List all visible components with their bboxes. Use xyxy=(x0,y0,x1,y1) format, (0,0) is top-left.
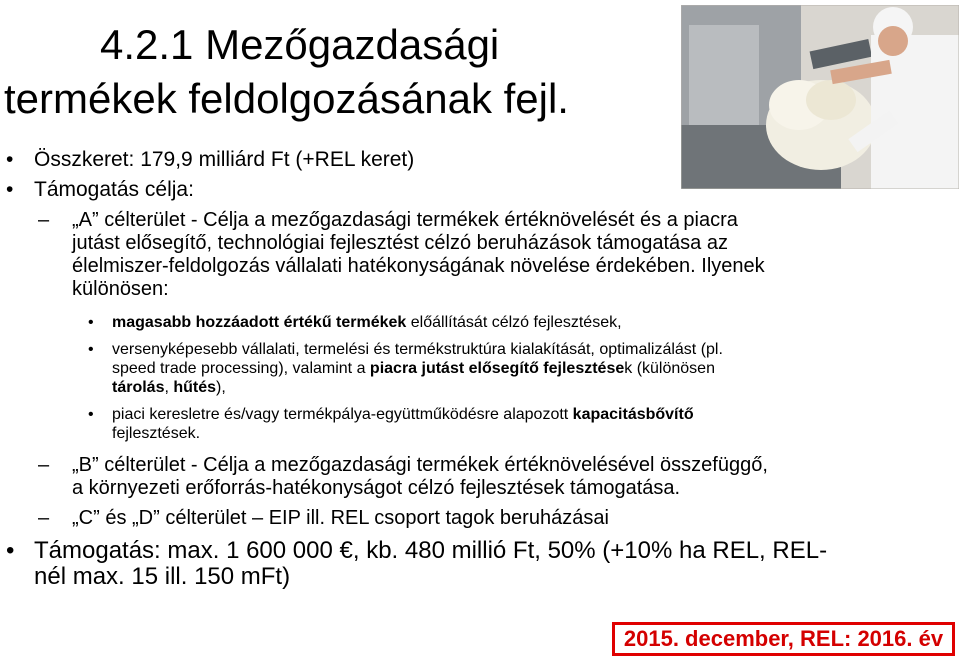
sub-bullet-2-line-1: versenyképesebb vállalati, termelési és termékstruktúra kialakítását, optimalizálást (pl. xyxy=(112,341,723,358)
bullet-dot: • xyxy=(88,341,94,358)
sub2-bold: piacra jutást elősegítő fejlesztése xyxy=(369,360,625,377)
bullet-dot: • xyxy=(88,314,94,331)
b-line-1: „B” célterület - Célja a mezőgazdasági termékek értéknövelésével összefüggő, xyxy=(72,454,768,476)
sub-bullet-2-line-2 xyxy=(112,359,715,378)
bullet-dot: • xyxy=(88,406,94,423)
b-line-2: a környezeti erőforrás-hatékonyságot célzó fejlesztések támogatása. xyxy=(72,477,681,499)
cd-line: „C” és „D” célterület – EIP ill. REL csoport tagok beruházásai xyxy=(72,507,609,529)
sub2-comma: , xyxy=(164,379,174,396)
dash-marker: – xyxy=(38,209,50,231)
sub2-bold-hutes: hűtés xyxy=(173,379,217,396)
title-line-1: 4.2.1 Mezőgazdasági xyxy=(100,21,500,68)
sub-bullet-3-line-1 xyxy=(112,405,694,424)
a-line-1: „A” célterület - Célja a mezőgazdasági termékek értéknövelését és a piacra xyxy=(72,209,738,231)
sub1-rest: előállítását célzó fejlesztések, xyxy=(406,314,622,331)
sub3-bold: kapacitásbővítő xyxy=(572,406,694,423)
a-line-2: jutást elősegítő, technológiai fejlesztést célzó beruházások támogatása az xyxy=(72,232,728,254)
a-line-4: különösen: xyxy=(72,278,169,300)
tamogatas-line-1: Támogatás: max. 1 600 000 €, kb. 480 millió Ft, 50% (+10% ha REL, REL- xyxy=(34,537,828,564)
photo-illustration xyxy=(681,5,959,189)
sub-bullet-2-line-3 xyxy=(112,378,226,397)
sub-bullet-3-line-2: fejlesztések. xyxy=(112,425,201,442)
dash-marker: – xyxy=(38,507,50,529)
bullet-dot: • xyxy=(6,178,14,201)
sub3-text: piaci keresletre és/vagy termékpálya-együttműködésre alapozott xyxy=(112,406,573,423)
sub1-bold: magasabb hozzáadott értékű termékek xyxy=(112,314,407,331)
bullet-tamogatas-celja: Támogatás célja: xyxy=(34,178,194,201)
bullet-dot: • xyxy=(6,537,15,564)
date-box: 2015. december, REL: 2016. év xyxy=(612,622,955,656)
bullet-dot: • xyxy=(6,148,14,171)
sub2-bold-tarolas: tárolás xyxy=(112,379,165,396)
dash-marker: – xyxy=(38,454,50,476)
sub-bullet-1 xyxy=(112,313,622,332)
food-processing-photo xyxy=(681,5,959,189)
tamogatas-line-2: nél max. 15 ill. 150 mFt) xyxy=(34,563,291,590)
sub2-text: speed trade processing), valamint a xyxy=(112,360,370,377)
sub2-text-end: k (különösen xyxy=(624,360,715,377)
a-line-3: élelmiszer-feldolgozás vállalati hatékonyságának növelése érdekében. Ilyenek xyxy=(72,255,765,277)
slide-title xyxy=(4,18,704,126)
bullet-osszkeret: Összkeret: 179,9 milliárd Ft (+REL keret) xyxy=(34,148,415,171)
sub2-close: ), xyxy=(216,379,226,396)
title-line-2: termékek feldolgozásának fejl. xyxy=(4,75,569,122)
